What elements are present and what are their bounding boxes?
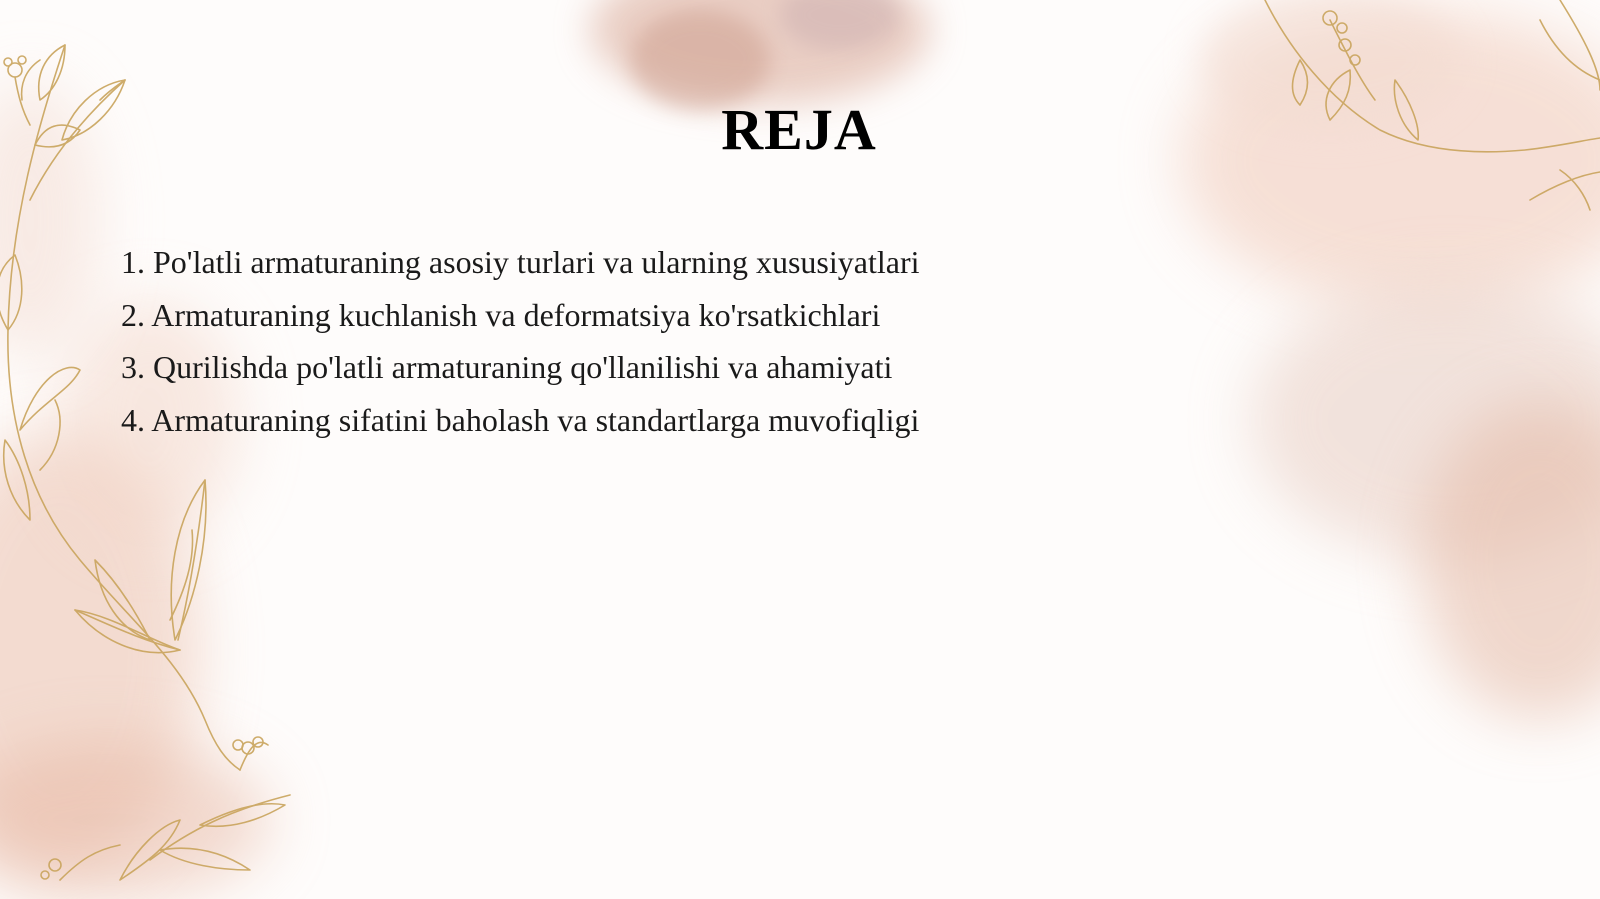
plan-list: [121, 236, 919, 446]
plan-item-2: 2. Armaturaning kuchlanish va deformatsiya ko'rsatkichlari: [121, 296, 881, 333]
plan-item-3: 3. Qurilishda po'latli armaturaning qo'llanilishi va ahamiyati: [121, 349, 893, 385]
plan-item-1: 1. Po'latli armaturaning asosiy turlari va ularning xususiyatlari: [121, 244, 920, 280]
slide-title-text: REJA: [721, 97, 877, 162]
slide-title: [0, 96, 1600, 163]
plan-item-4: 4. Armaturaning sifatini baholash va standartlarga muvofiqligi: [121, 401, 920, 438]
